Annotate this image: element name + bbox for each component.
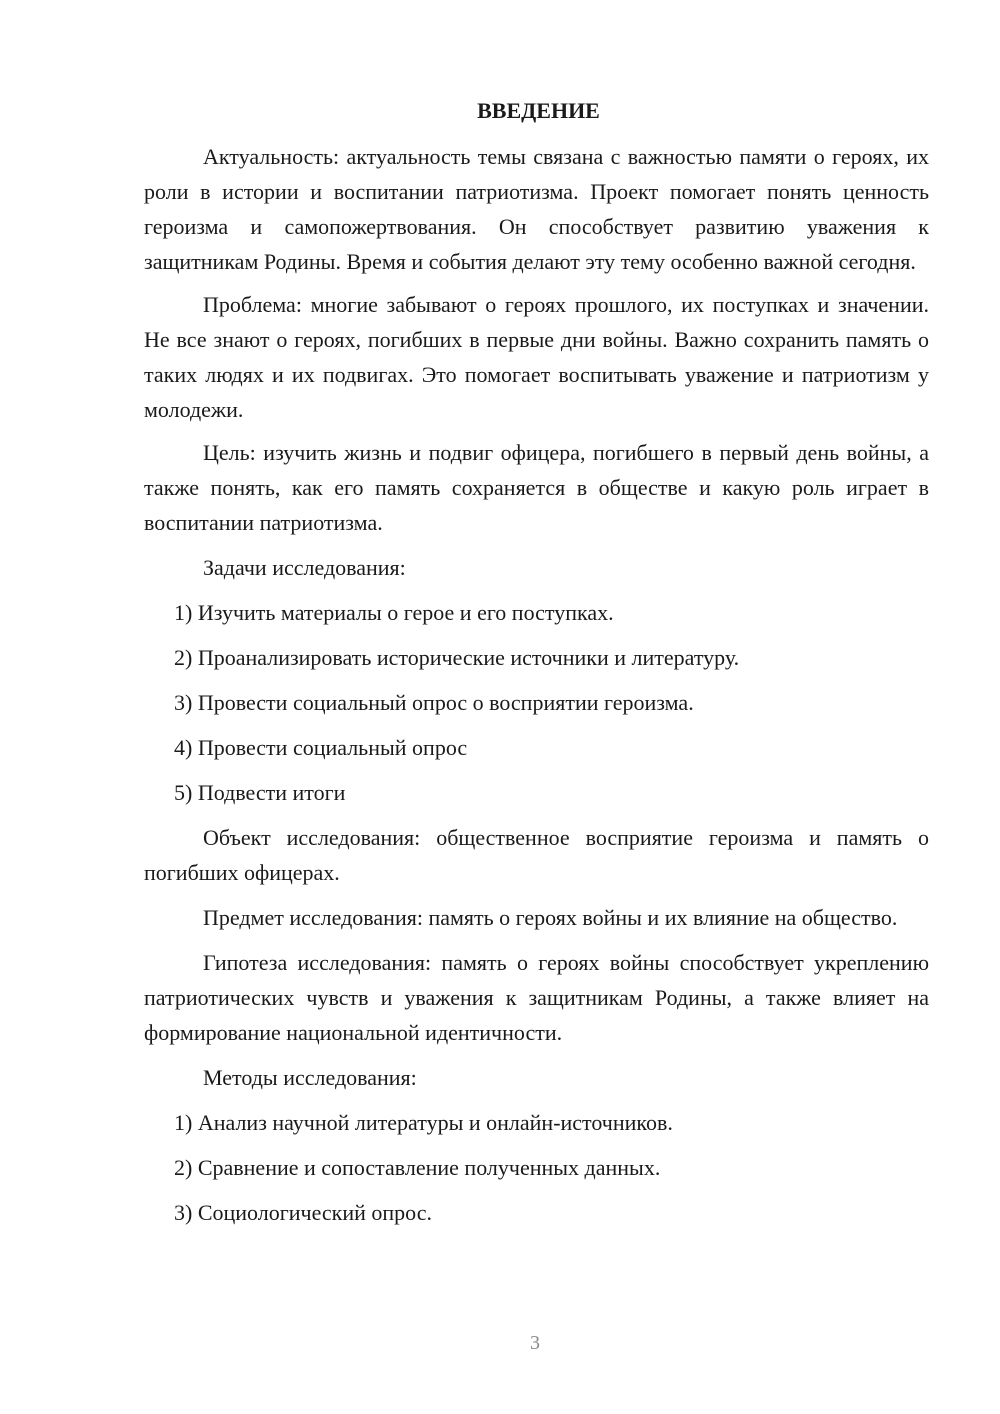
tasks-list [144, 595, 929, 810]
page-number: 3 [530, 1332, 540, 1354]
method-item: 3) Социологический опрос. [174, 1200, 432, 1225]
tasks-heading: Задачи исследования: [203, 555, 406, 580]
method-item: 1) Анализ научной литературы и онлайн-источников. [174, 1110, 673, 1135]
goal-paragraph: Цель: изучить жизнь и подвиг офицера, погибшего в первый день войны, а также понять, как его память сохраняется в обществе и какую роль играет в воспитании патриотизма. [144, 440, 929, 535]
subject-paragraph: Предмет исследования: память о героях войны и их влияние на общество. [203, 905, 898, 930]
task-item: 5) Подвести итоги [174, 780, 346, 805]
document-page [144, 94, 929, 1230]
problem-paragraph: Проблема: многие забывают о героях прошлого, их поступках и значении. Не все знают о героях, погибших в первые дни войны. Важно сохранить память о таких людях и их подвигах. Это помогает воспитывать уважение и патриотизм у молодежи. [144, 292, 929, 422]
task-item: 4) Провести социальный опрос [174, 735, 468, 760]
object-paragraph: Объект исследования: общественное восприятие героизма и память о погибших офицерах. [144, 825, 929, 885]
task-item: 3) Провести социальный опрос о восприятии героизма. [174, 690, 694, 715]
method-item: 2) Сравнение и сопоставление полученных данных. [174, 1155, 661, 1180]
section-title: ВВЕДЕНИЕ [477, 98, 600, 123]
task-item: 1) Изучить материалы о герое и его поступках. [174, 600, 614, 625]
methods-list [144, 1105, 929, 1230]
task-item: 2) Проанализировать исторические источники и литературу. [174, 645, 740, 670]
hypothesis-paragraph: Гипотеза исследования: память о героях войны способствует укреплению патриотических чувств и уважения к защитникам Родины, а также влияет на формирование национальной идентичности. [144, 950, 929, 1045]
methods-heading: Методы исследования: [203, 1065, 417, 1090]
relevance-paragraph: Актуальность: актуальность темы связана с важностью памяти о героях, их роли в истории и воспитании патриотизма. Проект помогает понять ценность героизма и самопожертвования. Он способствует развитию уважения к защитникам Родины. Время и события делают эту тему особенно важной сегодня. [144, 144, 929, 274]
